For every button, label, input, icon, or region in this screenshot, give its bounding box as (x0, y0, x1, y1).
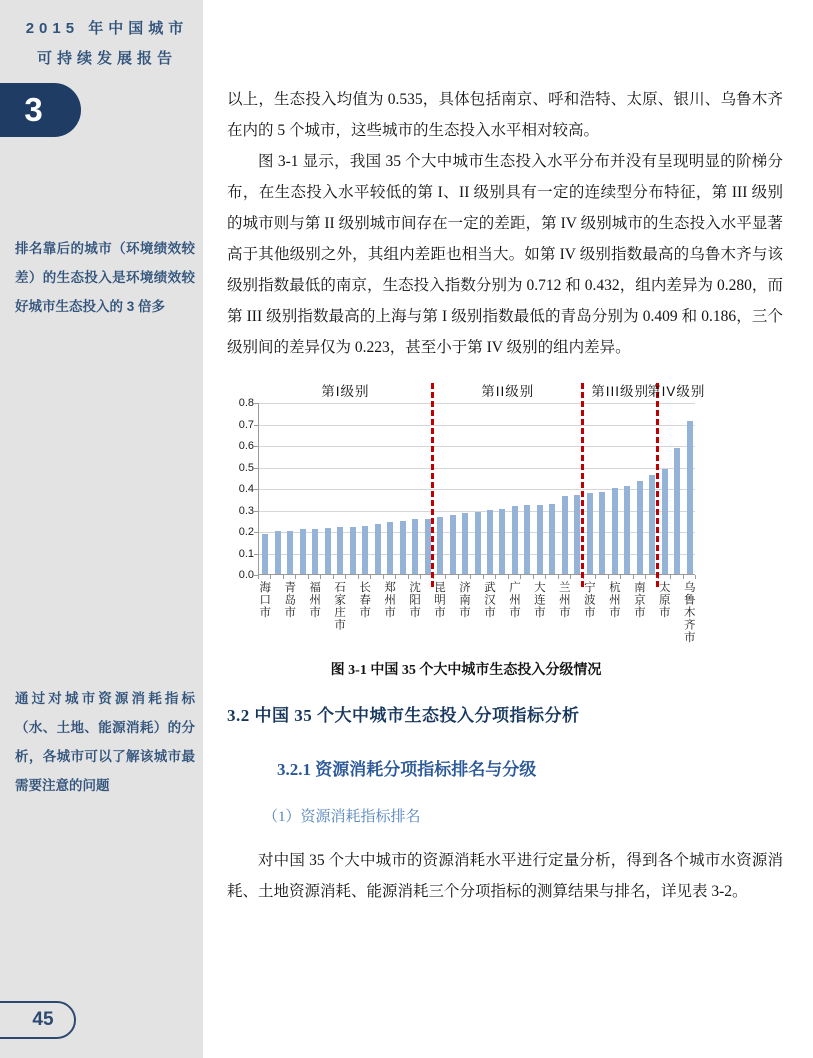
main-content (203, 0, 813, 1058)
x-tick-mark (495, 575, 496, 579)
list-heading-item-1: （1）资源消耗指标排名 (263, 809, 421, 825)
x-tick-mark (333, 575, 334, 579)
level-group-label: 第I级别 (321, 384, 370, 399)
y-tick-mark (254, 554, 258, 555)
x-tick-mark (483, 575, 484, 579)
y-tick-label: 0.0 (238, 569, 254, 581)
x-tick-mark (570, 575, 571, 579)
bar (350, 527, 356, 574)
x-category-label: 宁波市 (582, 581, 595, 619)
level-divider (656, 383, 659, 587)
x-tick-mark (508, 575, 509, 579)
bar (425, 519, 431, 574)
bar (337, 527, 343, 574)
y-tick-label: 0.6 (238, 440, 254, 452)
bar (599, 492, 605, 574)
page-number: 45 (32, 1009, 54, 1030)
x-category-label: 济南市 (458, 581, 470, 619)
margin-note-2: 通过对城市资源消耗指标（水、土地、能源消耗）的分析，各城市可以了解该城市最需要注意的问题 (15, 691, 195, 793)
bar (562, 496, 568, 574)
report-title (22, 14, 192, 74)
bar (524, 505, 530, 574)
x-tick-mark (308, 575, 309, 579)
x-tick-mark (533, 575, 534, 579)
level-group-label: 第II级别 (481, 384, 535, 399)
level-divider (581, 383, 584, 587)
y-tick-mark (254, 425, 258, 426)
x-category-label: 广州市 (507, 581, 520, 619)
x-tick-mark (695, 575, 696, 579)
x-tick-mark (295, 575, 296, 579)
x-tick-mark (320, 575, 321, 579)
x-tick-mark (358, 575, 359, 579)
bar (549, 504, 555, 574)
chapter-number: 3 (24, 91, 43, 128)
bar (300, 529, 306, 574)
x-tick-mark (420, 575, 421, 579)
bar (499, 509, 505, 574)
x-tick-mark (445, 575, 446, 579)
y-gridline (259, 446, 695, 447)
y-tick-mark (254, 403, 258, 404)
bar (400, 521, 406, 574)
level-divider (431, 383, 434, 587)
bar (487, 510, 493, 575)
margin-note-1: 排名靠后的城市（环境绩效较差）的生态投入是环境绩效较好城市生态投入的 3 倍多 (15, 241, 195, 314)
x-tick-mark (608, 575, 609, 579)
x-tick-mark (258, 575, 259, 579)
x-tick-mark (645, 575, 646, 579)
bar (375, 524, 381, 574)
bar (587, 493, 593, 574)
x-category-label: 青岛市 (283, 581, 296, 619)
x-tick-mark (270, 575, 271, 579)
y-tick-label: 0.5 (238, 461, 254, 474)
x-tick-mark (620, 575, 621, 579)
sidebar (0, 0, 203, 1058)
x-tick-mark (458, 575, 459, 579)
figure-caption: 图 3-1 中国 35 个大中城市生态投入分级情况 (330, 663, 602, 678)
x-category-label: 郑州市 (383, 581, 396, 619)
paragraph-2: 图 3-1 显示，我国 35 个大中城市生态投入水平分布并没有呈现明显的阶梯分布，在生态投入水平较低的第 I、II 级别具有一定的连续型分布特征，第 III 级别的城市则与第 II 级别城市间存在一定的差距，第 IV 级别城市的生态投入水平显著高于其他级别之外，其组内差距也相当大。如第 IV 级别指数最高的乌鲁木齐与该级别指数最低的南京，生态投入指数分别为 0.712 和 0.432，组内差异为 0.280，而第 III 级别指数最高的上海与第 I 级别指数最低的青岛分别为 0.409 和 0.186，三个级别间的差异仅为 0.223，甚至小于第 IV 级别的组内差异。 (227, 153, 783, 356)
x-category-label: 太原市 (657, 581, 670, 619)
x-tick-mark (670, 575, 671, 579)
y-gridline (259, 403, 695, 404)
x-category-label: 兰州市 (557, 581, 570, 619)
x-category-label: 南京市 (632, 581, 645, 619)
bar (362, 526, 368, 574)
bar (325, 528, 331, 574)
chapter-number-badge (0, 83, 81, 137)
y-tick-label: 0.1 (238, 547, 254, 560)
x-category-label: 石家庄市 (333, 581, 346, 631)
x-tick-mark (683, 575, 684, 579)
x-category-label: 武汉市 (482, 581, 495, 619)
y-tick-mark (254, 532, 258, 533)
x-category-label: 杭州市 (607, 581, 620, 619)
bar (537, 505, 543, 574)
eco-input-bar-chart (228, 377, 706, 649)
bar (262, 534, 268, 574)
x-category-label: 昆明市 (433, 581, 446, 619)
x-tick-mark (558, 575, 559, 579)
y-tick-label: 0.2 (238, 526, 254, 538)
paragraph-3: 对中国 35 个大中城市的资源消耗水平进行定量分析，得到各个城市水资源消耗、土地资源消耗、能源消耗三个分项指标的测算结果与排名，详见表 3-2。 (227, 852, 783, 900)
x-tick-mark (383, 575, 384, 579)
x-tick-mark (545, 575, 546, 579)
bar (624, 486, 630, 574)
y-tick-label: 0.7 (238, 418, 254, 431)
report-title-line1: 2015 年中国城市 (25, 20, 189, 37)
y-tick-label: 0.4 (238, 483, 254, 495)
bar (649, 475, 655, 574)
y-tick-mark (254, 468, 258, 469)
x-tick-mark (345, 575, 346, 579)
x-tick-mark (408, 575, 409, 579)
bar (287, 531, 293, 574)
level-group-label: 第IV级别 (647, 384, 706, 399)
y-gridline (259, 425, 695, 426)
page-number-badge (0, 1001, 76, 1039)
x-tick-mark (370, 575, 371, 579)
x-category-label: 海口市 (258, 581, 271, 619)
bar (462, 513, 468, 574)
bar (475, 512, 481, 574)
x-tick-mark (595, 575, 596, 579)
x-category-label: 长春市 (358, 581, 371, 619)
y-tick-mark (254, 511, 258, 512)
x-tick-mark (283, 575, 284, 579)
x-category-label: 福州市 (308, 581, 321, 619)
x-category-label: 乌鲁木齐市 (682, 581, 695, 644)
report-title-line2: 可持续发展报告 (36, 50, 177, 67)
y-tick-label: 0.3 (238, 504, 254, 517)
subsection-heading-3-2-1: 3.2.1 资源消耗分项指标排名与分级 (277, 760, 537, 779)
x-tick-mark (520, 575, 521, 579)
y-tick-mark (254, 446, 258, 447)
bar (412, 519, 418, 574)
bar (437, 517, 443, 574)
section-heading-3-2: 3.2 中国 35 个大中城市生态投入分项指标分析 (227, 706, 580, 725)
bar (574, 495, 580, 574)
level-group-label: 第III级别 (591, 384, 649, 399)
x-tick-mark (470, 575, 471, 579)
bar (674, 448, 680, 574)
y-tick-label: 0.8 (238, 397, 254, 409)
bar (450, 515, 456, 574)
x-category-label: 大连市 (532, 581, 545, 619)
bar (312, 529, 318, 574)
y-tick-mark (254, 489, 258, 490)
chart-plot-area (258, 403, 695, 575)
paragraph-1: 以上，生态投入均值为 0.535，具体包括南京、呼和浩特、太原、银川、乌鲁木齐在内的 5 个城市，这些城市的生态投入水平相对较高。 (227, 91, 783, 139)
bar (637, 481, 643, 574)
x-tick-mark (633, 575, 634, 579)
x-tick-mark (395, 575, 396, 579)
bar (512, 506, 518, 574)
y-gridline (259, 468, 695, 469)
bar (662, 469, 668, 574)
bar (275, 531, 281, 574)
x-category-label: 沈阳市 (408, 581, 421, 619)
bar (612, 488, 618, 574)
bar (687, 421, 693, 574)
bar (387, 522, 393, 574)
